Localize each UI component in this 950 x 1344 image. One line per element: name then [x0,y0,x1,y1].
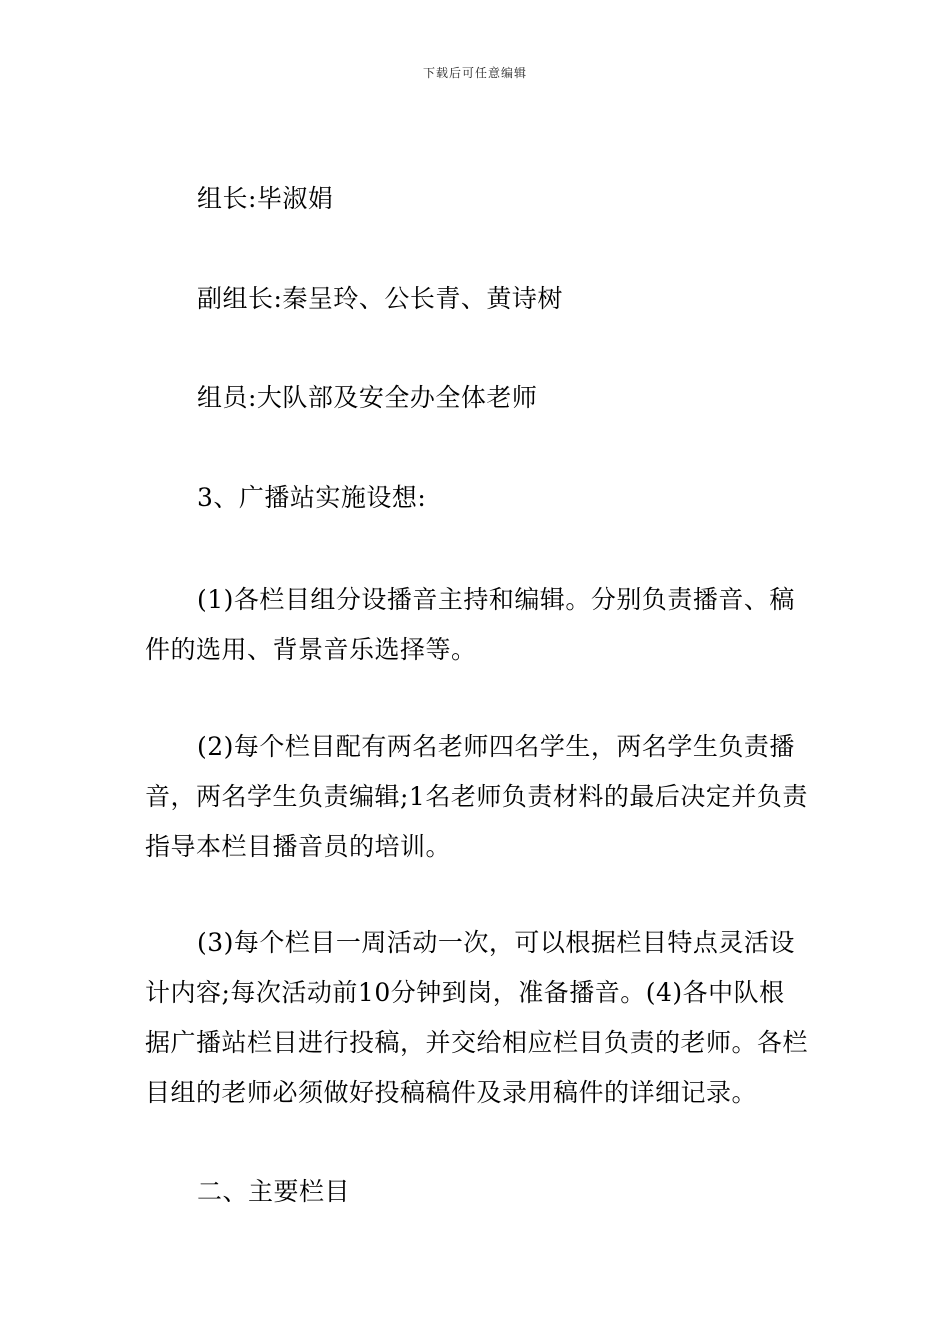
paragraph-item-1: (1)各栏目组分设播音主持和编辑。分别负责播音、稿件的选用、背景音乐选择等。 [145,585,795,664]
section-heading-main-columns: 二、主要栏目 [197,1177,351,1206]
paragraph-item-2: (2)每个栏目配有两名老师四名学生，两名学生负责播音，两名学生负责编辑;1名老师负责材料的最后决定并负责指导本栏目播音员的培训。 [145,732,808,861]
paragraph-deputy-leaders: 副组长:秦呈玲、公长青、黄诗树 [197,284,563,313]
paragraph-members: 组员:大队部及安全办全体老师 [197,383,538,412]
paragraph-item-3-4: (3)每个栏目一周活动一次，可以根据栏目特点灵活设计内容;每次活动前10分钟到岗，准备播音。(4)各中队根据广播站栏目进行投稿，并交给相应栏目负责的老师。各栏目组的老师必须做好投稿稿件及录用稿件的详细记录。 [145,928,809,1107]
paragraph-section-3-heading: 3、广播站实施设想: [197,483,427,512]
paragraph-team-leader: 组长:毕淑娟 [197,184,334,213]
page-header: 下载后可任意编辑 [422,66,527,80]
